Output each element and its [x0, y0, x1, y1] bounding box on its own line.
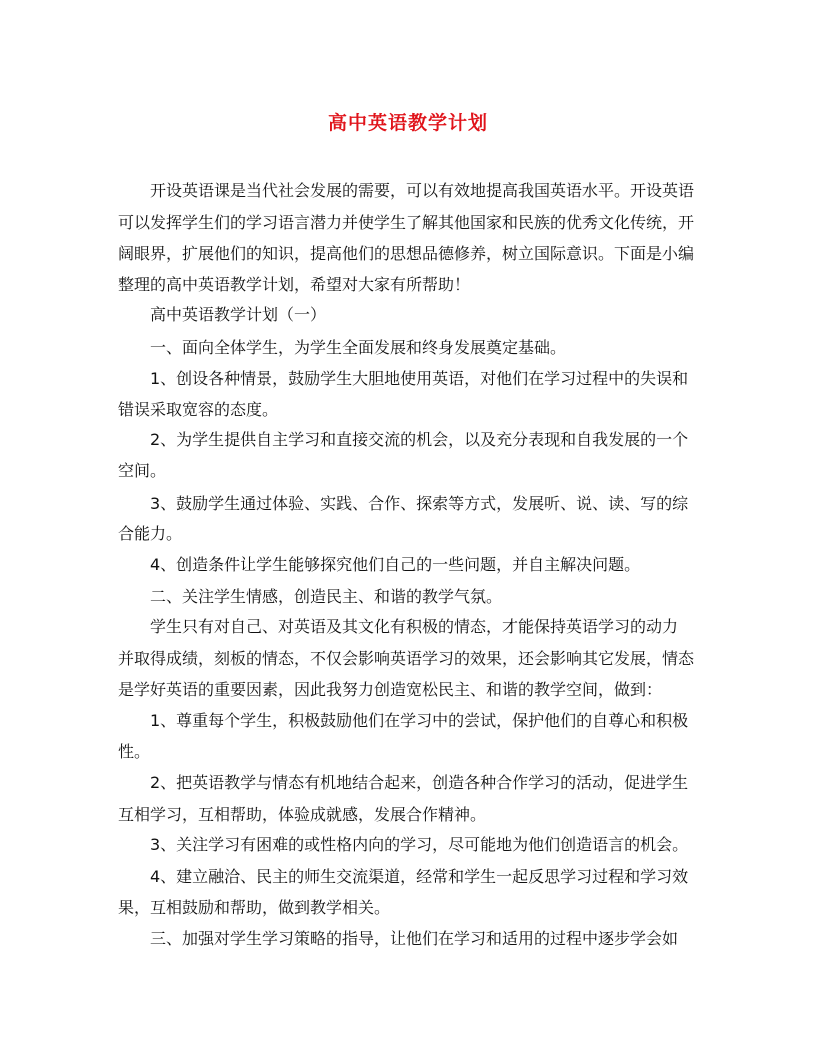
paragraph-line: 3、关注学习有困难的或性格内向的学习，尽可能地为他们创造语言的机会。	[118, 835, 689, 854]
paragraph-line: 开设英语课是当代社会发展的需要，可以有效地提高我国英语水平。开设英语	[118, 181, 695, 200]
paragraph-line: 2、把英语教学与情态有机地结合起来，创造各种合作学习的活动，促进学生	[118, 773, 689, 792]
document-title: 高中英语教学计划	[327, 112, 488, 134]
paragraph-line: 错误采取宽容的态度。	[118, 400, 279, 419]
paragraph-line: 4、创造条件让学生能够探究他们自己的一些问题，并自主解决问题。	[118, 555, 641, 574]
paragraph-line: 4、建立融洽、民主的师生交流渠道，经常和学生一起反思学习过程和学习效	[118, 867, 689, 886]
paragraph-line: 学生只有对自己、对英语及其文化有积极的情态，才能保持英语学习的动力	[118, 617, 679, 636]
section-heading: 一、面向全体学生，为学生全面发展和终身发展奠定基础。	[118, 338, 567, 357]
paragraph-line: 2、为学生提供自主学习和直接交流的机会，以及充分表现和自我发展的一个	[118, 430, 689, 449]
paragraph-line: 1、创设各种情景，鼓励学生大胆地使用英语，对他们在学习过程中的失误和	[118, 369, 689, 388]
paragraph-line: 空间。	[118, 461, 167, 480]
paragraph-line: 合能力。	[118, 524, 183, 543]
paragraph-line: 阔眼界，扩展他们的知识，提高他们的思想品德修养，树立国际意识。下面是小编	[118, 244, 695, 263]
paragraph-line: 1、尊重每个学生，积极鼓励他们在学习中的尝试，保护他们的自尊心和积极	[118, 711, 689, 730]
paragraph-line: 并取得成绩，刻板的情态，不仅会影响英语学习的效果，还会影响其它发展，情态	[118, 649, 695, 668]
paragraph-line: 互相学习，互相帮助，体验成就感，发展合作精神。	[118, 805, 487, 824]
paragraph-line: 是学好英语的重要因素，因此我努力创造宽松民主、和谐的教学空间，做到：	[118, 680, 663, 699]
paragraph-line: 性。	[118, 742, 151, 761]
paragraph-line: 3、鼓励学生通过体验、实践、合作、探索等方式，发展听、说、读、写的综	[118, 494, 689, 513]
section-heading: 三、加强对学生学习策略的指导，让他们在学习和适用的过程中逐步学会如	[118, 929, 679, 948]
paragraph-line: 整理的高中英语教学计划，希望对大家有所帮助！	[118, 275, 471, 294]
section-heading: 二、关注学生情感，创造民主、和谐的教学气氛。	[118, 587, 503, 606]
paragraph-line: 果，互相鼓励和帮助，做到教学相关。	[118, 898, 391, 917]
paragraph-line: 可以发挥学生们的学习语言潜力并使学生了解其他国家和民族的优秀文化传统，开	[118, 213, 695, 232]
section-subtitle: 高中英语教学计划（一）	[118, 305, 327, 324]
